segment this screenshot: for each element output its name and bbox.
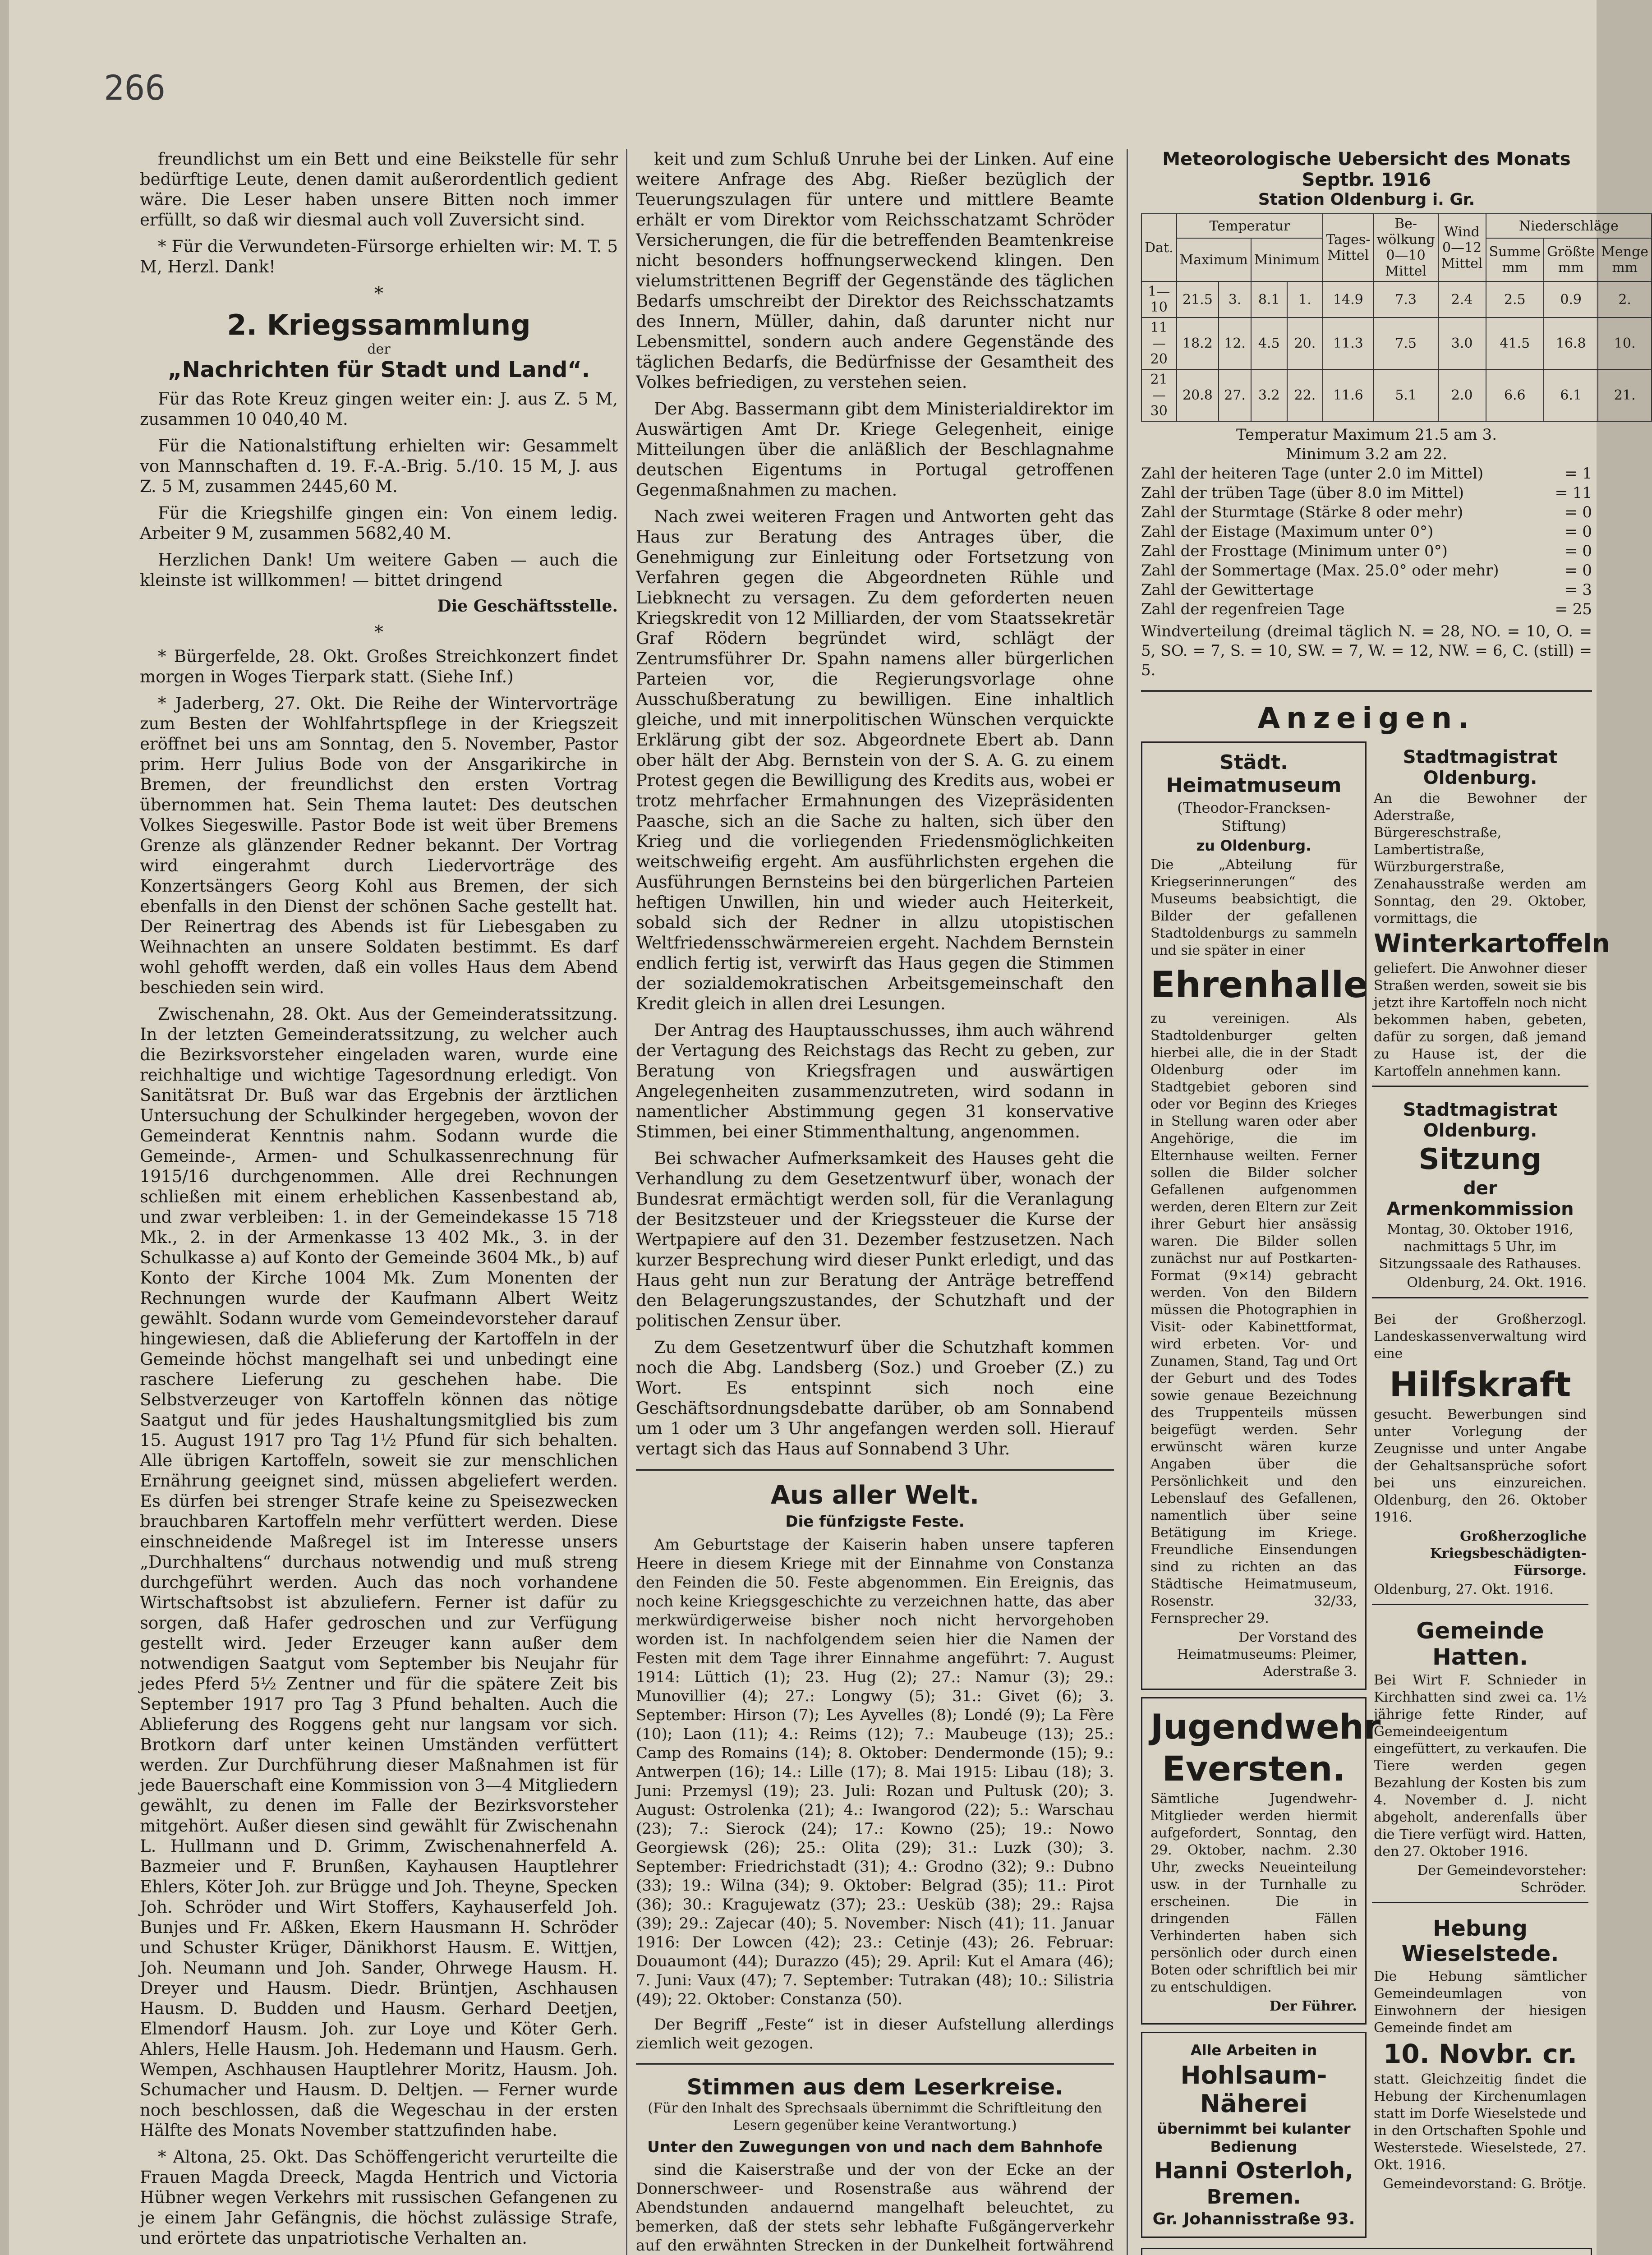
column-rule [1127, 149, 1128, 2255]
anzeigen-title: Anzeigen. [1257, 702, 1476, 735]
met-station: Station Oldenburg i. Gr. [1258, 190, 1475, 209]
divider [636, 2063, 1114, 2065]
met-count-row [1141, 522, 1592, 542]
ad-naeherei-top: Alle Arbeiten in [1190, 2042, 1317, 2059]
met-header: Tages-Mittel [1323, 214, 1373, 281]
met-cell: 6.6 [1486, 369, 1544, 421]
met-cell: 12. [1219, 318, 1251, 369]
met-header: Menge mm [1598, 238, 1652, 281]
met-cell: 2.5 [1486, 281, 1544, 318]
ad-jugendwehr-text: Sämtliche Jugendwehr-Mitglieder werden hiermit aufgefordert, Sonntag, den 29. Oktober, nachm. 2.30 Uhr, zwecks Neueinteilung usw. in der Turnhalle zu erscheinen. Die in dringenden Fällen Verhinderten haben sich persönlich oder durch einen Boten oder schriftlich bei mir zu entschuldigen. [1150, 1791, 1357, 1995]
page-number: 266 [104, 68, 166, 108]
met-cell: 22. [1287, 369, 1323, 421]
met-cell: 1—10 [1141, 281, 1177, 318]
local-news-paragraph: * Altona, 25. Okt. Das Schöffengericht verurteilte die Frauen Magda Dreeck, Magda Hentrich und Victoria Hübner wegen Verkehrs mit russischen Gefangenen zu je einem Jahr Gefängnis, die höchst zulässige Strafe, und erörtete das unpatriotische Verhalten an. [140, 2147, 618, 2248]
reichstag-paragraph: Nach zwei weiteren Fragen und Antworten geht das Haus zur Beratung des Antrages über, die Genehmigung zur Einleitung oder Fortsetzung von Verfahren gegen die Abgeordneten Rühle und Liebknecht zu versagen. Zu dem geforderten neuen Kriegskredit von 12 Milliarden, der vom Staatssekretär Graf Rödern begründet wird, schlägt der Zentrumsführer Dr. Spahn namens aller bürgerlichen Parteien vor, die Regierungsvorlage ohne Ausschußberatung zu bewilligen. Eine inhaltlich gleiche, und mit innerpolitischen Wünschen verquickte Erklärung gibt der soz. Abgeordnete Ebert ab. Dann ober hält der Abg. Bernstein von der S. A. G. zu einem Protest gegen die Bewilligung des Kredits aus, wobei er trotz mehrfacher Ermahnungen des Vizepräsidenten Paasche, sich an die Sache zu halten, sich über den Krieg und die vorliegenden Friedensmöglichkeiten weitschweifig ergeht. Am ausführlichsten ergehen die Ausführungen Bernsteins bei den bürgerlichen Parteien heftigen Unwillen, hin und wieder auch Heiterkeit, sobald sich der Redner in allzu utopistischen Weltfriedensschwärmereien ergeht. Nachdem Bernstein endlich fertig ist, verwirft das Haus gegen die Stimmen der sozialdemokratischen Arbeitsgemeinschaft den Kredit gleich in allen drei Lesungen. [636, 507, 1114, 1013]
met-cell: 27. [1219, 369, 1251, 421]
collection-paragraph: Herzlichen Dank! Um weitere Gaben — auch die kleinste ist willkommen! — bittet dringend [140, 550, 618, 590]
aus-aller-welt-paragraph: Am Geburtstage der Kaiserin haben unsere tapferen Heere in diesem Kriege mit der Einnahme von Constanza den Feinden die 50. Feste abgenommen. Ein Ereignis, das noch keine Kriegsgeschichte zu verzeichnen hatte, das aber merkwürdigerweise bisher noch nicht hervorgehoben worden ist. In nachfolgendem seien hier die Namen der Festen mit dem Tage ihrer Einnahme angeführt: 7. August 1914: Lüttich (1); 23. Hug (2); 27.: Namur (3); 29.: Munovillier (4); 27.: Longwy (5); 31.: Givet (6); 3. September: Hirson (7); Les Ayvelles (8); Londé (9); La Fère (10); Laon (11); 4.: Reims (12); 7.: Maubeuge (13); 25.: Camp des Romains (14); 8. Oktober: Dendermonde (15); 9.: Antwerpen (16); 14.: Lille (17); 8. Mai 1915: Libau (18); 3. Juni: Przemysl (19); 23. Juli: Rozan und Pultusk (20); 3. August: Ostrolenka (21); 4.: Iwangorod (22); 5.: Warschau (23); 7.: Sierock (24); 17.: Kowno (25); 19.: Nowo Georgiewsk (26); 25.: Olita (29); 31.: Luzk (30); 3. September: Friedrichstadt (31); 4.: Grodno (32); 9.: Dubno (33); 19.: Wilna (34); 9. Oktober: Belgrad (35); 11.: Pirot (36); 30.: Kragujewatz (37); 23.: Uesküb (38); 29.: Rajsa (39); 29.: Zajecar (40); 5. November: Nisch (41); 11. Januar 1916: Der Lowcen (42); 23.: Cetinje (43); 26. Februar: Douaumont (44); Durazzo (45); 29. April: Kut el Amara (46); 7. Juni: Vaux (47); 7. September: Tutrakan (48); 10.: Silistria (49); 22. Oktober: Constanza (50). [636, 1536, 1114, 2008]
ad-hebung-wieselstede-signature: Gemeindevorstand: G. Brötje. [1383, 2176, 1587, 2192]
met-count-label: Zahl der Sommertage (Max. 25.0° oder mehr) [1141, 561, 1499, 580]
collection-der: der [367, 341, 391, 357]
ad-jugendwehr-title: Jugendwehr [1150, 1707, 1381, 1747]
met-temp-line: Temperatur Maximum 21.5 am 3. [1236, 426, 1497, 444]
met-cell: 20. [1287, 318, 1323, 369]
met-count-row [1141, 503, 1592, 522]
met-cell: 18.2 [1177, 318, 1219, 369]
column-3 [1141, 149, 1649, 2255]
met-cell: 0.9 [1544, 281, 1598, 318]
met-header: Dat. [1141, 214, 1177, 281]
met-count-value: = 11 [1555, 484, 1592, 502]
reichstag-paragraph: Zu dem Gesetzentwurf über die Schutzhaft kommen noch die Abg. Landsberg (Soz.) und Groeber (Z.) zu Wort. Es entspinnt sich noch eine Geschäftsordnungsdebatte darüber, ob am Sonnabend um 1 oder um 3 Uhr angefangen werden soll. Hierauf vertagt sich das Haus auf Sonnabend 3 Uhr. [636, 1338, 1114, 1459]
ads-row [1141, 741, 1610, 2245]
ad-gemeinde-hatten-text: Bei Wirt F. Schnieder in Kirchhatten sind zwei ca. 1½ jährige fette Rinder, auf Gemeindeeigentum eingefüttert, zu verkaufen. Die Tiere werden gegen Bezahlung der Kosten bis zum 4. November d. J. nicht abgeholt, anderenfalls über die Tiere verfügt wird. Hatten, den 27. Oktober 1916. [1374, 1672, 1587, 1859]
leserkreise-paragraph: sind die Kaiserstraße und der von der Ecke an der Donnerschweer- und Rosenstraße aus während der Abendstunden andauernd mangelhaft beleuchtet, zu bemerken, daß der stets sehr lebhafte Fußgängerverkehr auf den erwähnten Strecken in der Dunkelheit fortwährend [636, 2161, 1114, 2255]
ad-winterkartoffeln-title: Stadtmagistrat Oldenburg. [1403, 747, 1558, 788]
leserkreise-note: (Für den Inhalt des Sprechsaals übernimmt die Schriftleitung den Lesern gegenüber keine Verantwortung.) [648, 2100, 1102, 2133]
met-header: Maximum [1177, 238, 1251, 281]
ad-hebung-wieselstede [1372, 1910, 1588, 2198]
reichstag-paragraph: keit und zum Schluß Unruhe bei der Linken. Auf eine weitere Anfrage des Abg. Rießer bezüglich der Teuerungszulagen für untere und mittlere Beamte erhält er vom Direktor vom Reichsschatzamt Schröder Versicherungen, die für die betreffenden Beamtenkreise nicht besonders hoffnungserweckend klingen. Den vielumstrittenen Begriff der Gegenstände des täglichen Bedarfs umschreibt der Direktor des Reichsschatzamts des Innern, Müller, dahin, daß darunter nicht nur Lebensmittel, sondern auch andere Gegenstände des täglichen Bedarfs, die Bedürfnisse der Gesamtheit des Volkes befriedigen, zu verstehen seien. [636, 149, 1114, 392]
met-cell: 8.1 [1251, 281, 1287, 318]
met-header: Wind 0—12 Mittel [1438, 214, 1486, 281]
ad-hebung-wieselstede-date: 10. Novbr. cr. [1383, 2039, 1577, 2069]
ad-gemeinde-hatten-title: Gemeinde Hatten. [1416, 1618, 1544, 1670]
separator-star: * [374, 283, 383, 304]
collection-paper-name: „Nachrichten für Stadt und Land“. [168, 357, 590, 382]
ad-armenkommission-subtitle: der Armenkommission [1386, 1178, 1574, 1220]
met-cell: 4.5 [1251, 318, 1287, 369]
met-count-row [1141, 600, 1592, 619]
ad-naeherei-city: Bremen. [1206, 2186, 1301, 2209]
met-cell: 21—30 [1141, 369, 1177, 421]
table-row [1141, 281, 1652, 318]
met-cell: 5.1 [1373, 369, 1438, 421]
reichstag-paragraph: Bei schwacher Aufmerksamkeit des Hauses geht die Verhandlung zu dem Gesetzentwurf über, wonach der Bundesrat ermächtigt werden soll, für die Veranlagung der Besitzsteuer und der Kriegssteuer die Kurse der Wertpapiere auf den 31. Dezember festzusetzen. Nach kurzer Besprechung wird dieser Punkt erledigt, und das Haus geht nun zur Beratung der Anträge betreffend den Belagerungszustandes, der Schutzhaft und der politischen Zensur über. [636, 1149, 1114, 1330]
met-count-row [1141, 561, 1592, 580]
ad-hilfskraft-date: Oldenburg, 27. Okt. 1916. [1374, 1582, 1554, 1597]
leserkreise-subtitle: Unter den Zuwegungen von und nach dem Bahnhofe [647, 2138, 1103, 2156]
separator-star: * [374, 622, 383, 643]
column-1 [140, 149, 618, 2255]
intro-paragraph: * Für die Verwundeten-Fürsorge erhielten wir: M. T. 5 M, Herzl. Dank! [140, 237, 618, 276]
column-rule [626, 149, 627, 2255]
met-count-value: = 0 [1565, 503, 1592, 521]
intro-paragraph: freundlichst um ein Bett und eine Beikstelle für sehr bedürftige Leute, denen damit außerordentlich gedient wäre. Die Leser haben unsere Bitten noch immer erfüllt, so daß wir diesmal auch voll Zuversicht sind. [140, 149, 618, 230]
ad-armenkommission-date: Oldenburg, 24. Okt. 1916. [1407, 1275, 1587, 1291]
met-count-value: = 25 [1555, 600, 1592, 618]
local-news-paragraph: * Jaderberg, 27. Okt. Die Reihe der Wintervorträge zum Besten der Wohlfahrtspflege in der Kriegszeit eröffnet bei uns am Sonntag, den 5. November, Pastor prim. Herr Julius Bode von der Ansgarikirche in Bremen, der freundlichst den ersten Vortrag übernommen hat. Sein Thema lautet: Des deutschen Volkes Siegeswille. Pastor Bode ist weit über Bremens Grenze als glänzender Redner bekannt. Der Vortrag wird eingerahmt durch Liedervorträge des Konzertsängers Georg Kohl aus Bremen, der sich ebenfalls in den Dienst der schönen Sache gestellt hat. Der Reinertrag des Abends ist für Liebesgaben zu Weihnachten an unsere Soldaten bestimmt. Es darf wohl gehofft werden, daß ein volles Haus dem Abend beschieden sein wird. [140, 694, 618, 997]
ad-armenkommission [1372, 1094, 1588, 1298]
divider [636, 1469, 1114, 1471]
ad-heimatmuseum-signature: Der Vorstand des Heimatmuseums: Pleimer, Aderstraße 3. [1177, 1629, 1357, 1680]
aus-aller-welt-paragraph: Der Begriff „Feste“ ist in dieser Aufstellung allerdings ziemlich weit gezogen. [636, 2016, 1114, 2053]
ad-gemeinde-hatten [1372, 1612, 1588, 1903]
ad-gemeinde-hatten-signature: Der Gemeindevorsteher: Schröder. [1417, 1863, 1587, 1896]
ad-naeherei-text: übernimmt bei kulanter Bedienung [1157, 2120, 1351, 2155]
divider [1141, 690, 1592, 692]
ad-naeherei-name: Hanni Osterloh, [1154, 2158, 1354, 2184]
met-cell: 14.9 [1323, 281, 1373, 318]
met-temp-line: Minimum 3.2 am 22. [1286, 445, 1447, 463]
ad-hilfskraft-headline: Hilfskraft [1389, 1364, 1571, 1404]
aus-aller-welt-subtitle: Die fünfzigste Feste. [785, 1513, 965, 1531]
ads-left-column [1141, 741, 1381, 2245]
met-count-label: Zahl der Sturmtage (Stärke 8 oder mehr) [1141, 503, 1463, 521]
met-counts [1141, 464, 1592, 619]
ad-winterkartoffeln [1372, 741, 1610, 1087]
met-cell: 3. [1219, 281, 1251, 318]
aus-aller-welt-title: Aus aller Welt. [770, 1481, 980, 1510]
met-count-row [1141, 542, 1592, 561]
met-cell: 3.0 [1438, 318, 1486, 369]
ad-hilfskraft-text: gesucht. Bewerbungen sind unter Vorlegung der Zeugnisse und unter Angabe der Gehaltsansprüche sofort bei uns einzureichen. Oldenburg, den 26. Oktober 1916. [1374, 1407, 1587, 1525]
met-cell: 11.3 [1323, 318, 1373, 369]
table-row [1141, 369, 1652, 421]
ad-heimatmuseum-headline: Ehrenhalle [1150, 964, 1368, 1006]
met-cell: 6.1 [1544, 369, 1598, 421]
ad-winterkartoffeln-text: An die Bewohner der Aderstraße, Bürgereschstraße, Lambertistraße, Würzburgerstraße, Zenahausstraße werden am Sonntag, den 29. Oktober, vormittags, die [1374, 791, 1587, 926]
met-header: Größte mm [1544, 238, 1598, 281]
ad-winterkartoffeln-headline: Winterkartoffeln [1374, 929, 1610, 958]
ad-naeherei [1141, 2032, 1367, 2238]
ad-heimatmuseum-text: zu vereinigen. Als Stadtoldenburger gelten hierbei alle, die in der Stadt Oldenburg oder im Stadtgebiet geboren sind oder vor Beginn des Krieges in Stellung waren oder aber Angehörige, die im Elternhause weilten. Ferner sollen die Bilder solcher Gefallenen aufgenommen werden, deren Eltern zur Zeit ihrer Geburt hier ansässig waren. Die Bilder sollen zunächst nur auf Postkarten-Format (9×14) gebracht werden. Von den Bildern müssen die Photographien in Visit- oder Kabinettformat, wird erbeten. Vor- und Zunamen, Stand, Tag und Ort der Geburt und des Todes sowie genaue Bezeichnung des Truppenteils müssen beigefügt werden. Sehr erwünscht wären kurze Angaben über die Persönlichkeit und den Lebenslauf des Gefallenen, namentlich über seine Betätigung im Kriege. Freundliche Einsendungen sind zu richten an das Städtische Heimatmuseum, Rosenstr. 32/33, Fernsprecher 29. [1150, 1011, 1357, 1626]
ad-winterkartoffeln-text: geliefert. Die Anwohner dieser Straßen werden, soweit sie bis jetzt ihre Kartoffeln noch nicht bekommen haben, gebeten, dafür zu sorgen, daß jemand zu Hause ist, der die Kartoffeln annehmen kann. [1374, 961, 1587, 1079]
reichstag-paragraph: Der Abg. Bassermann gibt dem Ministerialdirektor im Auswärtigen Amt Dr. Kriege Gelegenheit, einige Mitteilungen über die anläßlich der Beschlagnahme deutschen Eigentums in Portugal getroffenen Gegenmaßnahmen zu machen. [636, 399, 1114, 500]
ad-jugendwehr-signature: Der Führer. [1269, 1998, 1357, 2014]
met-count-value: = 0 [1565, 542, 1592, 560]
met-cell: 11—20 [1141, 318, 1177, 369]
met-table [1141, 213, 1652, 422]
met-cell: 16.8 [1544, 318, 1598, 369]
met-count-row [1141, 483, 1592, 503]
ad-hebung-wieselstede-title: Hebung Wieselstede. [1401, 1916, 1559, 1966]
met-count-value: = 3 [1565, 581, 1592, 599]
ad-jugendwehr [1141, 1697, 1381, 2025]
met-count-value: = 0 [1565, 561, 1592, 580]
met-cell: 2.4 [1438, 281, 1486, 318]
met-cell: 2.0 [1438, 369, 1486, 421]
ad-heimatmuseum-place: zu Oldenburg. [1196, 837, 1311, 854]
met-cell: 3.2 [1251, 369, 1287, 421]
ads-right-column [1372, 741, 1610, 2245]
ad-hebung-wieselstede-text: Die Hebung sämtlicher Gemeindeumlagen von Einwohnern der hiesigen Gemeinde findet am [1374, 1969, 1587, 2036]
met-count-label: Zahl der Eistage (Maximum unter 0°) [1141, 523, 1434, 541]
met-count-label: Zahl der Gewittertage [1141, 581, 1314, 599]
ad-armenkommission-title: Stadtmagistrat Oldenburg. [1403, 1100, 1558, 1141]
ad-hilfskraft-text: Bei der Großherzogl. Landeskassenverwaltung wird eine [1374, 1312, 1587, 1362]
met-count-label: Zahl der heiteren Tage (unter 2.0 im Mittel) [1141, 465, 1484, 483]
met-wind: Windverteilung (dreimal täglich N. = 28, NO. = 10, O. = 5, SO. = 7, S. = 10, SW. = 7, W. = 12, NW. = 6, C. (still) = 5. [1141, 622, 1592, 679]
collection-signature: Die Geschäftsstelle. [437, 597, 618, 616]
met-cell: 10. [1598, 318, 1652, 369]
ad-hilfskraft [1372, 1306, 1588, 1605]
ad-heimatmuseum-text: Die „Abteilung für Kriegserinnerungen“ des Museums beabsichtigt, die Bilder der gefallenen Stadtoldenburgs zu sammeln und sie später in einer [1150, 857, 1357, 958]
met-count-label: Zahl der regenfreien Tage [1141, 600, 1345, 618]
met-count-label: Zahl der Frosttage (Minimum unter 0°) [1141, 542, 1448, 560]
met-cell: 7.3 [1373, 281, 1438, 318]
local-news-paragraph: * Bürgerfelde, 28. Okt. Großes Streichkonzert findet morgen in Woges Tierpark statt. (Siehe Inf.) [140, 647, 618, 686]
met-cell: 21.5 [1177, 281, 1219, 318]
collection-paragraph: Für die Nationalstiftung erhielten wir: Gesammelt von Mannschaften d. 19. F.-A.-Brig. 5./10. 15 M, J. aus Z. 5 M, zusammen 2445,60 M. [140, 436, 618, 496]
ad-frohns-gasthof [1141, 2248, 1592, 2255]
ad-armenkommission-text: Montag, 30. Oktober 1916, nachmittags 5 Uhr, im Sitzungssaale des Rathauses. [1379, 1222, 1582, 1272]
local-news-paragraph: Zwischenahn, 28. Okt. Aus der Gemeinderatssitzung. In der letzten Gemeinderatssitzung, zu welcher auch die Bezirksvorsteher eingeladen waren, wurde eine reichhaltige und wichtige Tagesordnung erledigt. Von Sanitätsrat Dr. Buß war das Ergebnis der ärztlichen Untersuchung der Schulkinder hergegeben, wovon der Gemeinderat Kenntnis nahm. Sodann wurde die Gemeinde-, Armen- und Schulkassenrechnung für 1915/16 durchgenommen. Alle drei Rechnungen schließen mit einem erheblichen Kassenbestand ab, und zwar verbleiben: 1. in der Gemeindekasse 15 718 Mk., 2. in der Armenkasse 13 402 Mk., 3. in der Schulkasse a) auf Konto der Gemeinde 3604 Mk., b) auf Konto der Kirche 1004 Mk. Zum Monenten der Rechnungen wurde der Kaufmann Albert Weitz gewählt. Sodann wurde vom Gemeindevorsteher darauf hingewiesen, daß die Ablieferung der Kartoffeln in der Gemeinde höchst mangelhaft sei und unbedingt eine raschere Lieferung zu geschehen habe. Die Selbstverzeuger von Kartoffeln können das nötige Saatgut und für jedes Haushaltungsmitglied bis zum 15. August 1917 pro Tag 1½ Pfund für sich behalten. Alle übrigen Kartoffeln, soweit sie zur menschlichen Ernährung geeignet sind, müssen abgeliefert werden. Es dürfen bei strenger Strafe keine zu Speisezwecken brauchbaren Kartoffeln mehr verfüttert werden. Diese einschneidende Maßregel ist im Interesse unsers „Durchhaltens“ durchaus notwendig und muß streng durchgeführt werden. Auch das noch vorhandene Wirtschaftsobst ist abzuliefern. Ferner ist dafür zu sorgen, daß Hafer gedroschen und zur Verfügung gestellt wird. Jeder Erzeuger kann außer dem notwendigen Saatgut vom September bis Neujahr für jedes Pferd 5½ Zentner und für die spätere Zeit bis September 1917 pro Tag 3 Pfund behalten. Auch die Ablieferung des Roggens geht nur langsam vor sich. Brotkorn darf unter keinen Umständen verfüttert werden. Zur Durchführung dieser Maßnahmen ist für jede Bauerschaft eine Kommission von 3—4 Mitgliedern gewählt, zu denen im Falle der Bezirksvorsteher mitgehört. Außer diesen sind gewählt für Zwischenahn L. Hullmann und D. Grimm, Zwischenahnerfeld A. Bazmeier und F. Brunßen, Kayhausen Hauptlehrer Ehlers, Köter Joh. zur Brügge und Joh. Theyne, Specken Joh. Schröder und Wirt Stoffers, Kayhauserfeld Joh. Bunjes und Fr. Aßken, Ekern Hausmann H. Schröder und Schuster Krüger, Dänikhorst Hausm. E. Wittjen, Joh. Neumann und Joh. Sander, Ohrwege Hausm. H. Dreyer und Hausm. Diedr. Brüntjen, Aschhausen Hausm. D. Budden und Hausm. Gerhard Deetjen, Elmendorf Hausm. Joh. zur Loye und Köter Gerh. Ahlers, Helle Hausm. Joh. Hedemann und Hausm. Gerh. Wempen, Aschhausen Hauptlehrer Moritz, Hausm. Joh. Schumacher und Hausm. D. Deltjen. — Ferner wurde noch beschlossen, daß die Wegeschau in der ersten Hälfte des Monats November stattzufinden habe. [140, 1004, 618, 2140]
ad-armenkommission-headline: Sitzung [1418, 1143, 1542, 1176]
collection-title: 2. Kriegssammlung [227, 308, 531, 341]
met-count-label: Zahl der trüben Tage (über 8.0 im Mittel) [1141, 484, 1464, 502]
newspaper-page [9, 0, 1649, 2255]
met-cell: 11.6 [1323, 369, 1373, 421]
met-count-row [1141, 464, 1592, 483]
collection-paragraph: Für die Kriegshilfe gingen ein: Von einem ledig. Arbeiter 9 M, zusammen 5682,40 M. [140, 503, 618, 543]
ad-heimatmuseum-title: Städt. Heimatmuseum [1166, 751, 1342, 797]
met-title: Meteorologische Uebersicht des Monats Septbr. 1916 [1162, 149, 1571, 190]
ad-naeherei-address: Gr. Johannisstraße 93. [1152, 2210, 1355, 2228]
met-cell: 1. [1287, 281, 1323, 318]
leserkreise-title: Stimmen aus dem Leserkreise. [686, 2075, 1063, 2100]
ad-jugendwehr-title: Eversten. [1162, 1749, 1346, 1789]
met-header: Niederschläge [1486, 214, 1652, 238]
met-count-row [1141, 580, 1592, 600]
ad-heimatmuseum-subtitle: (Theodor-Francksen-Stiftung) [1177, 799, 1330, 834]
met-cell: 41.5 [1486, 318, 1544, 369]
met-count-value: = 1 [1565, 465, 1592, 483]
reichstag-paragraph: Der Antrag des Hauptausschusses, ihm auch während der Vertagung des Reichstags das Recht zu geben, zur Beratung von Kriegsfragen und auswärtigen Angelegenheiten zusammenzutreten, wird sodann in namentlicher Abstimmung gegen 31 konservative Stimmen, bei einer Stimmenthaltung, angenommen. [636, 1021, 1114, 1141]
met-cell: 7.5 [1373, 318, 1438, 369]
ad-hebung-wieselstede-text: statt. Gleichzeitig findet die Hebung der Kirchenumlagen statt im Dorfe Wieselstede und in den Ortschaften Spohle und Westerstede. Wieselstede, 27. Okt. 1916. [1374, 2071, 1587, 2173]
met-header: Summe mm [1486, 238, 1544, 281]
met-cell: 2. [1598, 281, 1652, 318]
ad-naeherei-headline: Hohlsaum-Näherei [1180, 2061, 1327, 2118]
met-count-value: = 0 [1565, 523, 1592, 541]
collection-paragraph: Für das Rote Kreuz gingen weiter ein: J. aus Z. 5 M, zusammen 10 040,40 M. [140, 389, 618, 429]
ad-heimatmuseum [1141, 741, 1367, 1690]
table-row [1141, 318, 1652, 369]
met-cell: 20.8 [1177, 369, 1219, 421]
met-header: Be-wölkung 0—10 Mittel [1373, 214, 1438, 281]
column-2 [636, 149, 1114, 2255]
ad-hilfskraft-signature: Großherzogliche Kriegsbeschädigten-Fürsorge. [1430, 1528, 1587, 1578]
met-cell: 21. [1598, 369, 1652, 421]
met-header: Temperatur [1177, 214, 1323, 238]
met-header: Minimum [1251, 238, 1323, 281]
